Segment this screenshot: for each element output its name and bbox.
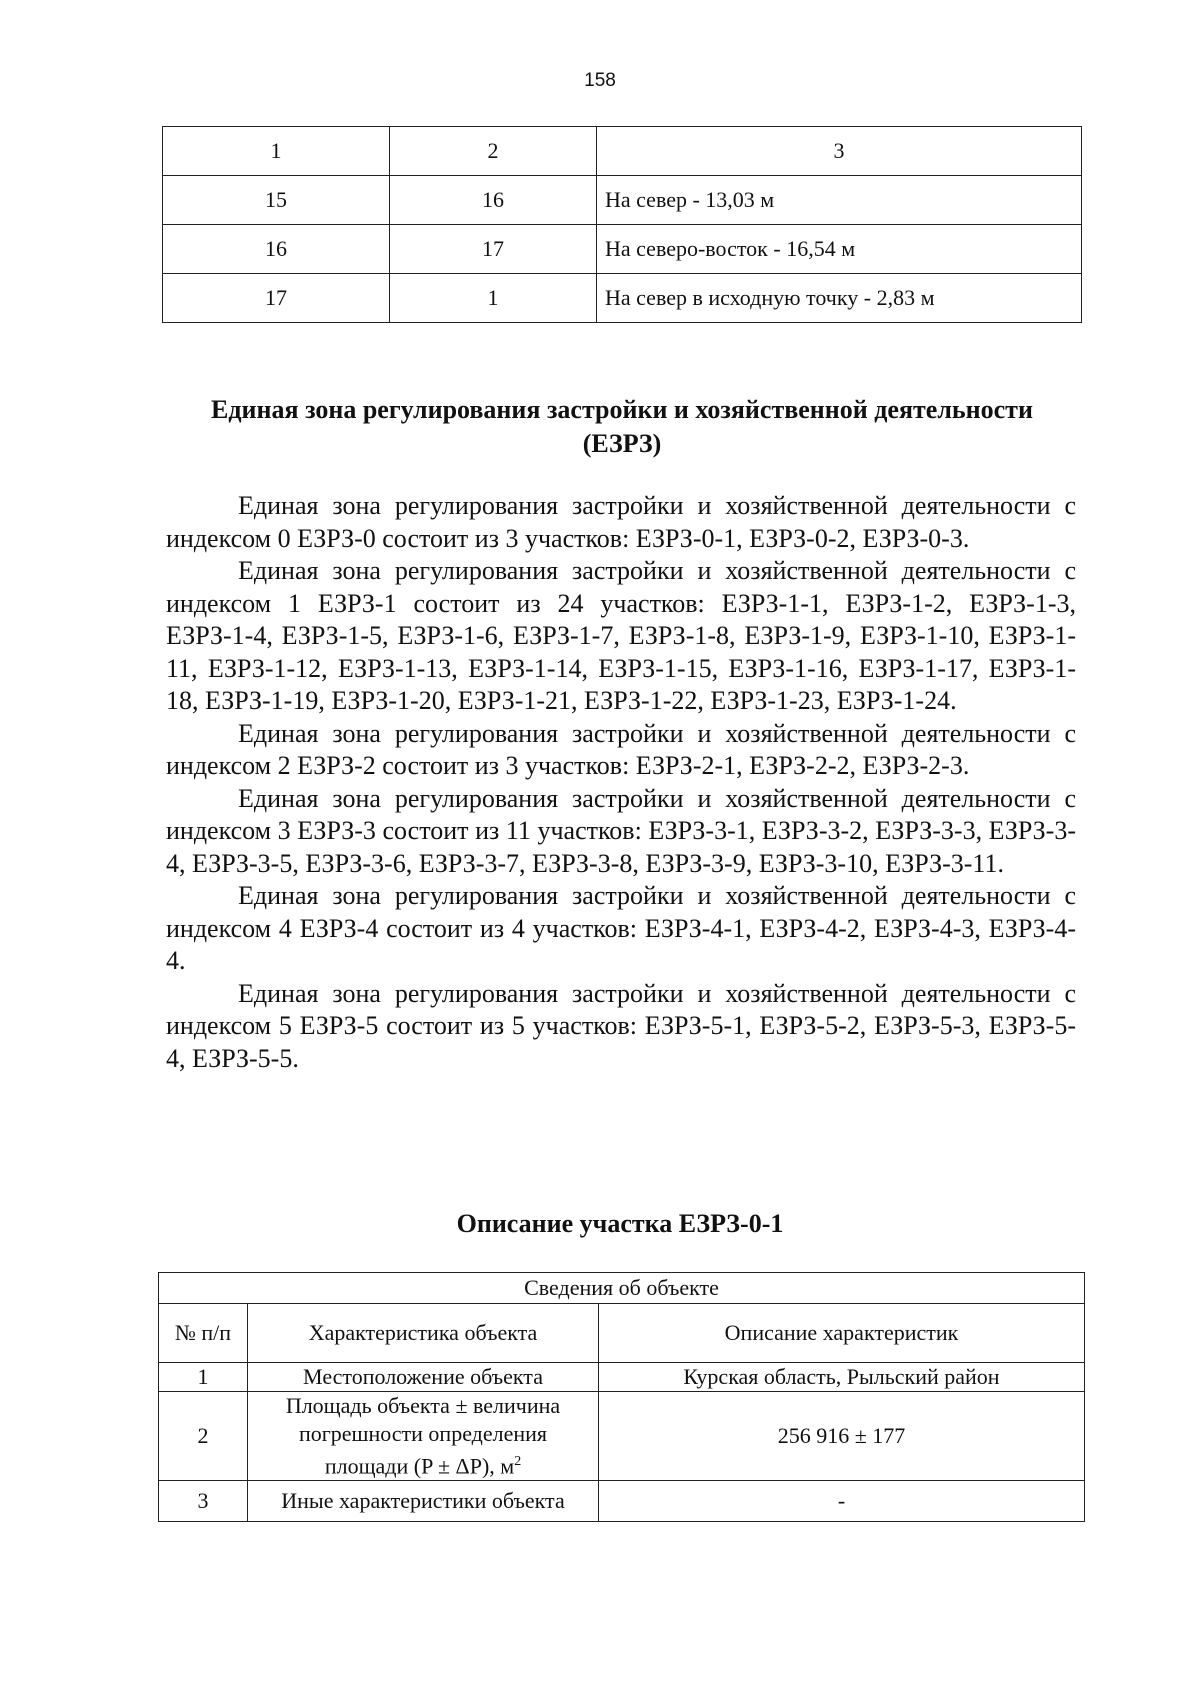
- cell-line: погрешности определения: [298, 1421, 548, 1446]
- table-header-row: [163, 127, 1082, 176]
- table-cell: 1: [163, 127, 390, 176]
- paragraph: Единая зона регулирования застройки и хозяйственной деятельности с индексом 5 ЕЗРЗ-5 состоит из 5 участков: ЕЗРЗ-5-1, ЕЗРЗ-5-2, ЕЗРЗ-5-3, ЕЗРЗ-5-4, ЕЗРЗ-5-5.: [166, 978, 1076, 1073]
- table-cell: 16: [163, 225, 390, 274]
- table-cell: На северо-восток - 16,54 м: [597, 225, 1082, 274]
- paragraph: Единая зона регулирования застройки и хозяйственной деятельности с индексом 3 ЕЗРЗ-3 состоит из 11 участков: ЕЗРЗ-3-1, ЕЗРЗ-3-2, ЕЗРЗ-3-3, ЕЗРЗ-3-4, ЕЗРЗ-3-5, ЕЗРЗ-3-6, ЕЗРЗ-3-7, ЕЗРЗ-3-8, ЕЗРЗ-3-9, ЕЗРЗ-3-10, ЕЗРЗ-3-11.: [166, 783, 1076, 878]
- paragraph: Единая зона регулирования застройки и хозяйственной деятельности с индексом 4 ЕЗРЗ-4 состоит из 4 участков: ЕЗРЗ-4-1, ЕЗРЗ-4-2, ЕЗРЗ-4-3, ЕЗРЗ-4-4.: [166, 881, 1076, 975]
- section-title: [162, 393, 1082, 461]
- table-header-row: [159, 1304, 1085, 1363]
- paragraph: Единая зона регулирования застройки и хозяйственной деятельности с индексом 1 ЕЗРЗ-1 состоит из 24 участков: ЕЗРЗ-1-1, ЕЗРЗ-1-2, ЕЗРЗ-1-3, ЕЗРЗ-1-4, ЕЗРЗ-1-5, ЕЗРЗ-1-6, ЕЗРЗ-1-7, ЕЗРЗ-1-8, ЕЗРЗ-1-9, ЕЗРЗ-1-10, ЕЗРЗ-1-11, ЕЗРЗ-1-12, ЕЗРЗ-1-13, ЕЗРЗ-1-14, ЕЗРЗ-1-15, ЕЗРЗ-1-16, ЕЗРЗ-1-17, ЕЗРЗ-1-18, ЕЗРЗ-1-19, ЕЗРЗ-1-20, ЕЗРЗ-1-21, ЕЗРЗ-1-22, ЕЗРЗ-1-23, ЕЗРЗ-1-24.: [166, 556, 1076, 715]
- table-cell: Курская область, Рыльский район: [599, 1363, 1085, 1392]
- table-row: [159, 1392, 1085, 1481]
- table-cell: 3: [159, 1481, 248, 1522]
- section-body: [166, 490, 1076, 1075]
- section-title-line: Единая зона регулирования застройки и хозяйственной деятельности: [211, 395, 1033, 424]
- table-cell: 15: [163, 176, 390, 225]
- cell-line: Площадь объекта ± величина: [285, 1393, 561, 1418]
- cell-text: площади (P ± ΔP), м: [324, 1453, 515, 1479]
- table-row: [159, 1481, 1085, 1522]
- table-cell: 17: [390, 225, 597, 274]
- page-number: 158: [584, 70, 616, 91]
- table-cell: 17: [163, 274, 390, 323]
- table-cell: 2: [159, 1392, 248, 1481]
- table-row: [159, 1363, 1085, 1392]
- table-cell: 3: [597, 127, 1082, 176]
- table-caption-row: [159, 1273, 1085, 1304]
- cell-line: [254, 1448, 592, 1480]
- coordinates-table: [162, 126, 1082, 323]
- section-title-line: (ЕЗРЗ): [582, 429, 662, 458]
- table-row: [163, 176, 1082, 225]
- table-header-cell: Описание характеристик: [599, 1304, 1085, 1363]
- table-cell: На север - 13,03 м: [597, 176, 1082, 225]
- table-cell: Иные характеристики объекта: [248, 1481, 599, 1522]
- table-caption: Сведения об объекте: [159, 1273, 1085, 1304]
- table-cell: На север в исходную точку - 2,83 м: [597, 274, 1082, 323]
- table-cell: 1: [390, 274, 597, 323]
- table-cell: 16: [390, 176, 597, 225]
- paragraph: Единая зона регулирования застройки и хозяйственной деятельности с индексом 0 ЕЗРЗ-0 состоит из 3 участков: ЕЗРЗ-0-1, ЕЗРЗ-0-2, ЕЗРЗ-0-3.: [166, 491, 1076, 553]
- table-row: [163, 225, 1082, 274]
- table-header-cell: Характеристика объекта: [248, 1304, 599, 1363]
- table-row: [163, 274, 1082, 323]
- subsection-title: Описание участка ЕЗРЗ-0-1: [456, 1209, 784, 1238]
- table-cell: 256 916 ± 177: [599, 1392, 1085, 1481]
- superscript: 2: [514, 1454, 522, 1469]
- table-header-cell: № п/п: [159, 1304, 248, 1363]
- table-cell: 1: [159, 1363, 248, 1392]
- table-cell: -: [599, 1481, 1085, 1522]
- table-cell: [248, 1392, 599, 1481]
- object-info-table: [158, 1272, 1085, 1522]
- table-cell: 2: [390, 127, 597, 176]
- paragraph: Единая зона регулирования застройки и хозяйственной деятельности с индексом 2 ЕЗРЗ-2 состоит из 3 участков: ЕЗРЗ-2-1, ЕЗРЗ-2-2, ЕЗРЗ-2-3.: [166, 718, 1076, 780]
- table-cell: Местоположение объекта: [248, 1363, 599, 1392]
